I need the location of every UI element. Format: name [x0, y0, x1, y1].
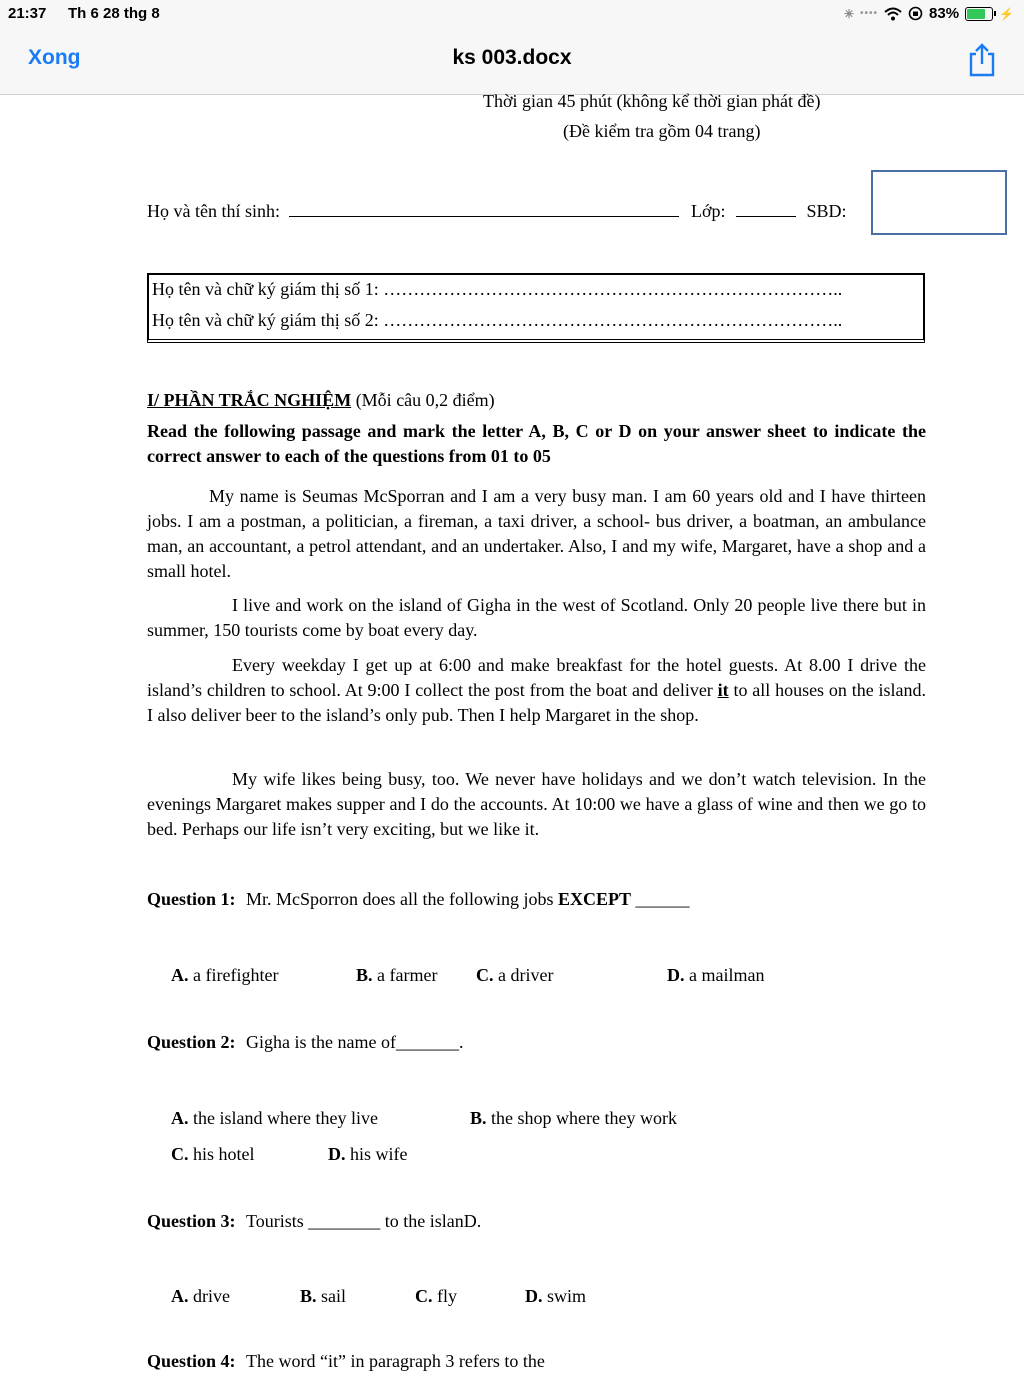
passage-p3-start: Every weekday I get up at 6:00 and make breakfast for the hotel guests. At 8.00 I drive the island’s children to school. At 9:00 I collect the post from the boat and deliver — [147, 655, 926, 700]
signal-dots-icon: •••• — [860, 8, 879, 19]
option-letter: B. — [470, 1108, 487, 1128]
proctor-1-label: Họ tên và chữ ký giám thị số 1: — [152, 279, 379, 299]
q2-option-b[interactable] — [470, 1106, 677, 1131]
document-page — [0, 91, 1024, 1371]
option-text: fly — [437, 1286, 457, 1306]
q2-option-a[interactable] — [171, 1106, 378, 1131]
question-4-text: The word “it” in paragraph 3 refers to the — [246, 1351, 545, 1371]
battery-percent: 83% — [929, 5, 960, 22]
status-indicators — [844, 5, 1014, 22]
q3-option-c[interactable] — [415, 1284, 457, 1309]
question-2-text: Gigha is the name of — [246, 1032, 396, 1052]
section-note: (Mỗi câu 0,2 điểm) — [355, 390, 495, 410]
question-3-text-after: to the islanD. — [384, 1211, 482, 1231]
option-text: a mailman — [689, 965, 765, 985]
option-letter: B. — [356, 965, 373, 985]
option-letter: A. — [171, 965, 189, 985]
question-1-label: Question 1: — [147, 889, 236, 909]
status-date: Th 6 28 thg 8 — [68, 5, 160, 22]
question-3-label: Question 3: — [147, 1211, 236, 1231]
option-text: the shop where they work — [491, 1108, 677, 1128]
orientation-lock-icon — [908, 6, 923, 21]
share-icon[interactable] — [966, 42, 998, 78]
option-letter: C. — [171, 1144, 189, 1164]
option-text: his hotel — [193, 1144, 255, 1164]
option-text: his wife — [350, 1144, 408, 1164]
proctor-2-row — [152, 308, 842, 333]
option-text: a firefighter — [193, 965, 279, 985]
student-name-label: Họ và tên thí sinh: — [147, 201, 280, 221]
option-letter: D. — [328, 1144, 346, 1164]
question-4-label: Question 4: — [147, 1351, 236, 1371]
q2-option-d[interactable] — [328, 1142, 408, 1167]
time-note: Thời gian 45 phút (không kể thời gian phát đề) — [483, 91, 821, 111]
student-info-row — [147, 199, 847, 224]
battery-icon — [965, 7, 993, 21]
navigation-bar — [0, 28, 1024, 95]
passage-paragraph-1: My name is Seumas McSporran and I am a very busy man. I am 60 years old and I have thirteen jobs. I am a postman, a politician, a fireman, a taxi driver, a school- bus driver, a boatman, an ambulance man, an accountant, a petrol attendant, and an undertaker. Also, I and my wife, Margaret, have a shop and a small hotel. — [147, 486, 926, 581]
option-text: swim — [547, 1286, 587, 1306]
option-text: a driver — [498, 965, 554, 985]
option-letter: C. — [476, 965, 494, 985]
wifi-icon — [884, 7, 902, 21]
sbd-box — [871, 170, 1007, 235]
question-2-blank: _______. — [395, 1032, 464, 1052]
option-text: drive — [193, 1286, 230, 1306]
section-heading — [147, 388, 495, 413]
question-4 — [147, 1349, 545, 1374]
option-letter: B. — [300, 1286, 317, 1306]
q1-option-b[interactable] — [356, 963, 437, 988]
passage-paragraph-2: I live and work on the island of Gigha in the west of Scotland. Only 20 people live there but in summer, 150 tourists come by boat every day. — [147, 595, 926, 640]
q3-option-a[interactable] — [171, 1284, 230, 1309]
proctor-2-dots: ………………………………………………………………….. — [383, 310, 843, 330]
q1-option-c[interactable] — [476, 963, 553, 988]
option-text: the island where they live — [193, 1108, 378, 1128]
option-letter: D. — [667, 965, 685, 985]
question-2-label: Question 2: — [147, 1032, 236, 1052]
pages-note: (Đề kiểm tra gồm 04 trang) — [563, 121, 761, 141]
q2-option-c[interactable] — [171, 1142, 255, 1167]
q1-option-d[interactable] — [667, 963, 764, 988]
q3-option-d[interactable] — [525, 1284, 586, 1309]
q1-option-a[interactable] — [171, 963, 278, 988]
instruction-text: Read the following passage and mark the letter A, B, C or D on your answer sheet to indicate the correct answer to each of the questions from 01 to 05 — [147, 421, 926, 466]
status-time: 21:37 — [8, 5, 47, 22]
option-letter: A. — [171, 1286, 189, 1306]
passage-paragraph-3 — [147, 653, 926, 728]
question-3-blank: ________ — [308, 1211, 381, 1231]
proctor-box — [147, 273, 925, 343]
activity-spinner-icon: ✳ — [843, 6, 854, 21]
q3-option-b[interactable] — [300, 1284, 346, 1309]
document-title: ks 003.docx — [452, 46, 572, 69]
charging-icon: ⚡ — [999, 6, 1014, 21]
sbd-label: SBD: — [806, 201, 847, 221]
status-bar — [0, 0, 1024, 28]
option-letter: C. — [415, 1286, 433, 1306]
done-button[interactable]: Xong — [28, 46, 81, 69]
class-blank — [736, 200, 796, 217]
section-title: I/ PHẦN TRẮC NGHIỆM — [147, 390, 352, 410]
question-1-text: Mr. McSporron does all the following jobs — [246, 889, 554, 909]
question-3-text: Tourists — [246, 1211, 304, 1231]
student-name-blank — [289, 200, 679, 217]
class-label: Lớp: — [691, 201, 726, 221]
question-3 — [147, 1209, 481, 1234]
question-1-blank: ______ — [635, 889, 690, 909]
proctor-2-label: Họ tên và chữ ký giám thị số 2: — [152, 310, 379, 330]
proctor-1-row — [152, 277, 842, 302]
question-1-emph: EXCEPT — [558, 889, 632, 909]
option-text: a farmer — [377, 965, 438, 985]
option-letter: D. — [525, 1286, 543, 1306]
option-letter: A. — [171, 1108, 189, 1128]
option-text: sail — [321, 1286, 347, 1306]
passage-paragraph-4: My wife likes being busy, too. We never have holidays and we don’t watch television. In the evenings Margaret makes supper and I do the accounts. At 10:00 we have a glass of wine and then we go to bed. Perhaps our life isn’t very exciting, but we like it. — [147, 769, 926, 839]
proctor-1-dots: ………………………………………………………………….. — [383, 279, 843, 299]
question-2 — [147, 1030, 463, 1055]
passage-word-it: it — [717, 680, 729, 700]
passage-p3-end: to all houses on the island. I also deliver beer to the island’s only pub. Then I help Margaret in the shop. — [147, 680, 927, 725]
question-1 — [147, 887, 690, 912]
